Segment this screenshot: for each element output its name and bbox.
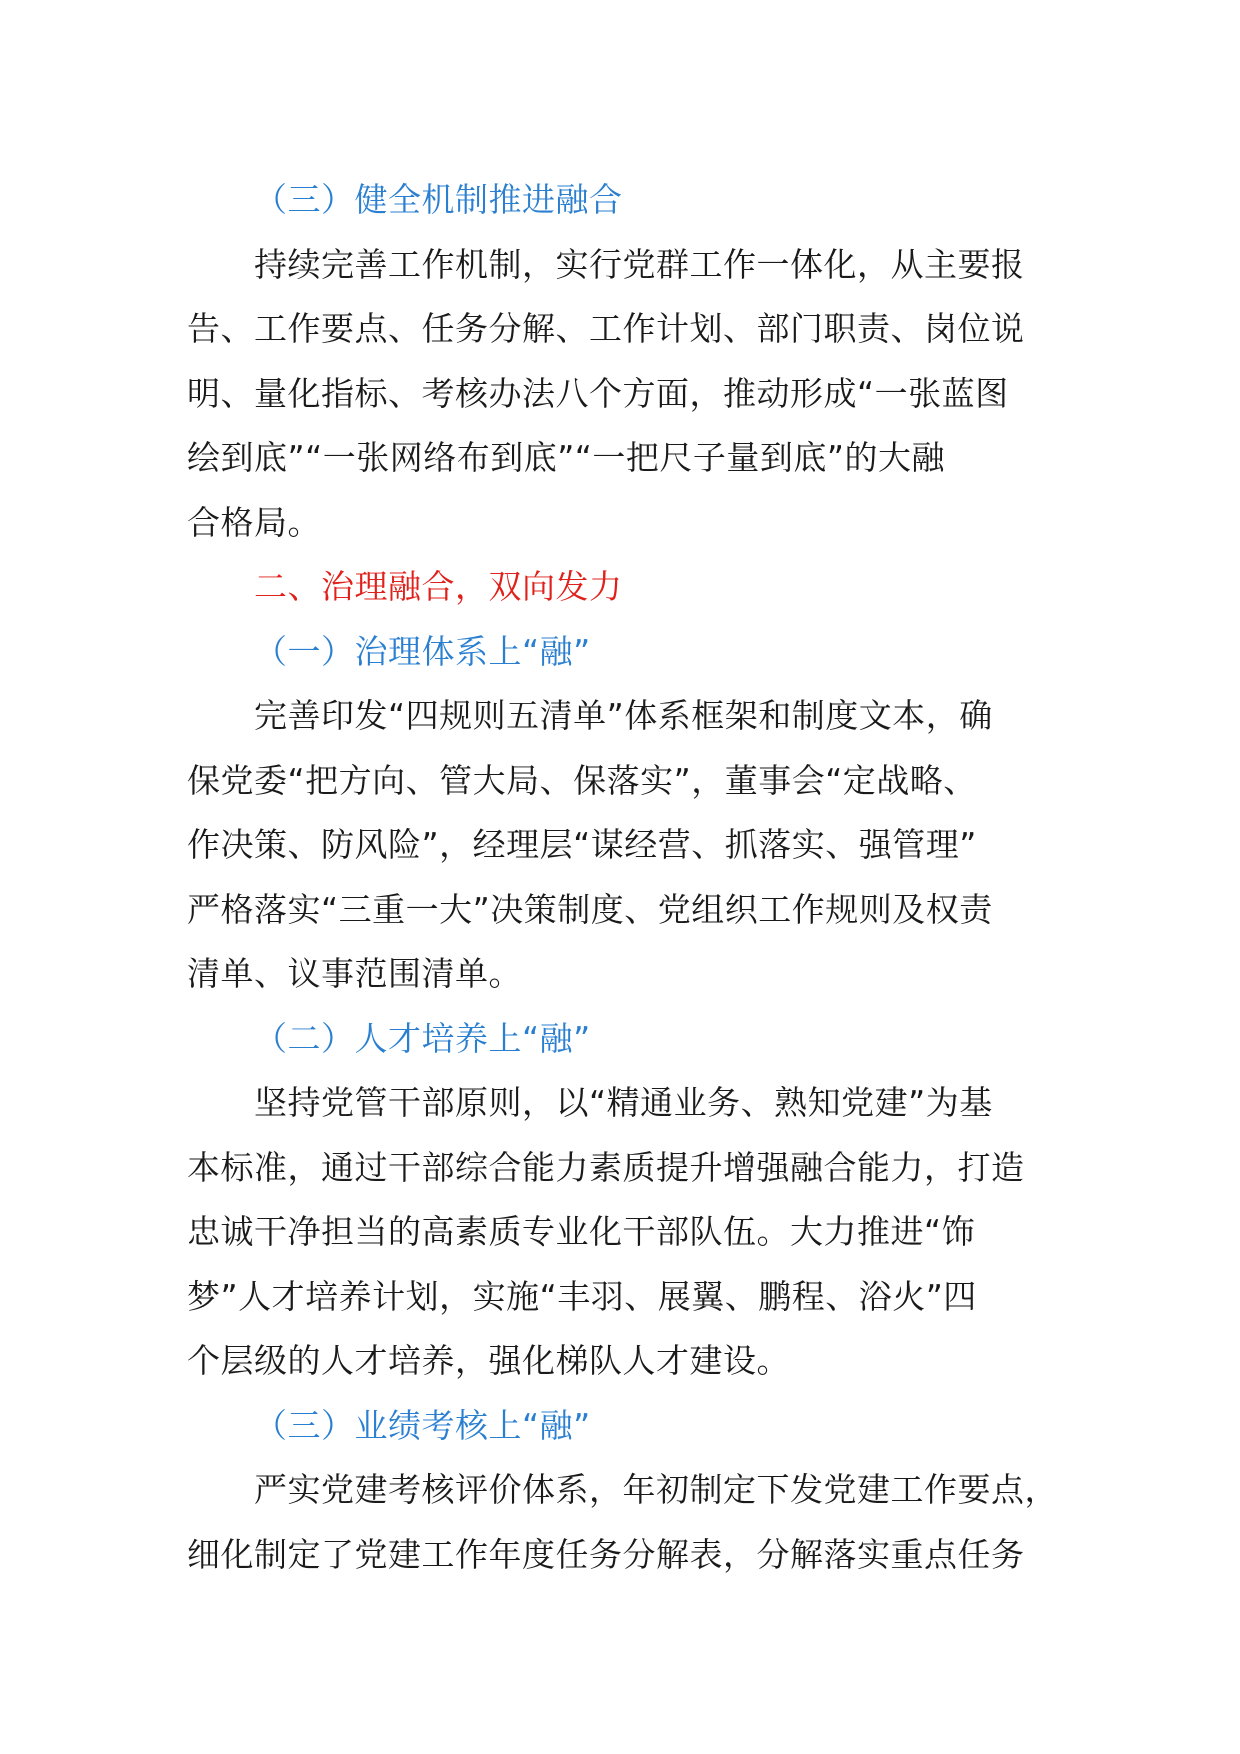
paragraph-line: 清单、议事范围清单。 bbox=[187, 954, 522, 993]
paragraph-line: 作决策、防风险”，经理层“谋经营、抓落实、强管理” bbox=[187, 825, 977, 864]
paragraph-line: 完善印发“四规则五清单”体系框架和制度文本，确 bbox=[254, 696, 993, 735]
paragraph-line: 告、工作要点、任务分解、工作计划、部门职责、岗位说 bbox=[187, 309, 1025, 348]
subsection-heading-governance: （一）治理体系上“融” bbox=[254, 631, 591, 671]
paragraph-line: 严实党建考核评价体系，年初制定下发党建工作要点， bbox=[254, 1470, 1058, 1509]
paragraph-line: 保党委“把方向、管大局、保落实”，董事会“定战略、 bbox=[187, 760, 977, 800]
paragraph-line: 忠诚干净担当的高素质专业化干部队伍。大力推进“饰 bbox=[187, 1212, 976, 1251]
paragraph-line: 绘到底”“一张网络布到底”“一把尺子量到底”的大融 bbox=[187, 438, 945, 477]
subsection-heading-talent: （二）人才培养上“融” bbox=[254, 1018, 591, 1058]
paragraph-line: 持续完善工作机制，实行党群工作一体化，从主要报 bbox=[254, 244, 1025, 284]
paragraph-line: 梦”人才培养计划，实施“丰羽、展翼、鹏程、浴火”四 bbox=[187, 1276, 977, 1316]
document-page bbox=[187, 168, 1067, 1587]
subsection-heading-3-mechanism: （三）健全机制推进融合 bbox=[254, 180, 623, 219]
subsection-heading-performance: （三）业绩考核上“融” bbox=[254, 1405, 591, 1445]
paragraph-line: 个层级的人才培养，强化梯队人才建设。 bbox=[187, 1341, 790, 1380]
paragraph-line: 细化制定了党建工作年度任务分解表，分解落实重点任务 bbox=[187, 1534, 1025, 1574]
paragraph-line: 本标准，通过干部综合能力素质提升增强融合能力，打造 bbox=[187, 1147, 1025, 1187]
paragraph-line: 坚持党管干部原则，以“精通业务、熟知党建”为基 bbox=[254, 1083, 993, 1122]
paragraph-line: 明、量化指标、考核办法八个方面，推动形成“一张蓝图 bbox=[187, 373, 1009, 413]
paragraph-line: 合格局。 bbox=[187, 502, 321, 542]
section-heading-2: 二、治理融合，双向发力 bbox=[254, 567, 623, 606]
paragraph-line: 严格落实“三重一大”决策制度、党组织工作规则及权责 bbox=[187, 889, 993, 929]
